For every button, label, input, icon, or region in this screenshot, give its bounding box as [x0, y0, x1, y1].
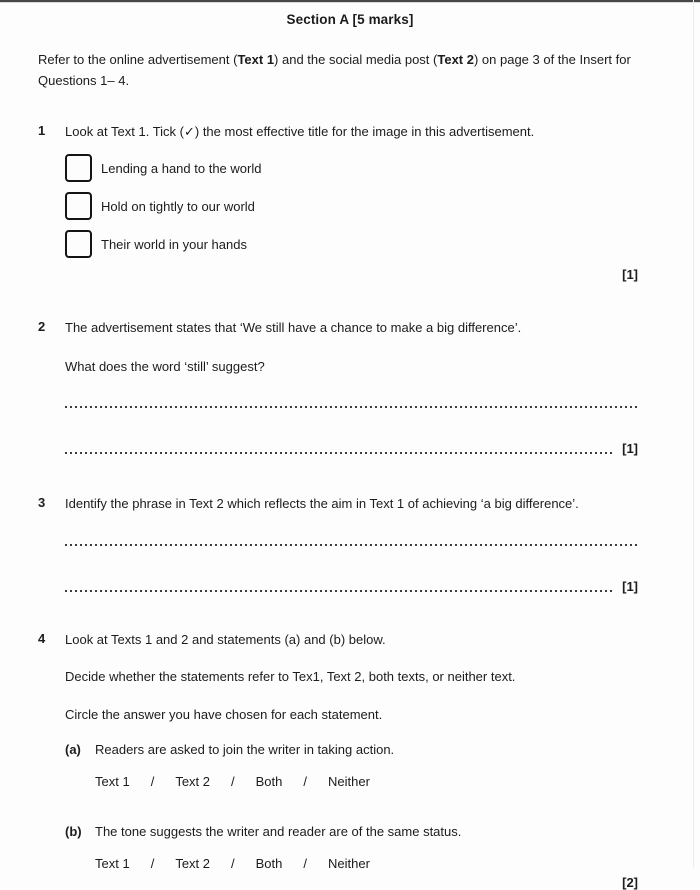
- choice-both[interactable]: Both: [255, 774, 283, 790]
- statement-a-label: (a): [65, 742, 81, 758]
- question-4: [38, 631, 638, 890]
- choice-separator: /: [303, 856, 307, 872]
- choice-neither[interactable]: Neither: [328, 856, 370, 872]
- choice-separator: /: [150, 856, 155, 872]
- question-3-number: 3: [38, 495, 46, 511]
- answer-line[interactable]: [65, 406, 638, 408]
- choice-text2[interactable]: Text 2: [175, 774, 210, 790]
- statement-a: [65, 742, 638, 757]
- answer-line[interactable]: [65, 544, 638, 546]
- intro-part2: ) and the social media post (: [274, 52, 438, 67]
- option-row: [65, 191, 638, 221]
- question-4-marks: [2]: [622, 875, 638, 890]
- question-4-text-line3: Circle the answer you have chosen for each statement.: [65, 706, 383, 722]
- statement-b: [65, 824, 638, 839]
- checkbox-option-1[interactable]: [65, 154, 92, 182]
- option-row: [65, 153, 638, 183]
- question-3: [38, 495, 638, 594]
- statement-a-choices: [95, 774, 638, 789]
- choice-both[interactable]: Both: [255, 856, 283, 872]
- option-row: [65, 229, 638, 259]
- exam-page: [0, 3, 700, 890]
- answer-line[interactable]: [65, 452, 615, 454]
- choice-separator: /: [303, 774, 307, 790]
- intro-text1-ref: Text 1: [237, 52, 275, 67]
- choice-separator: /: [150, 774, 155, 790]
- option-2-label: Hold on tightly to our world: [101, 198, 255, 214]
- choice-separator: /: [231, 856, 235, 872]
- question-1: [38, 123, 638, 283]
- intro-part1: Refer to the online advertisement (: [38, 52, 238, 67]
- question-1-text: Look at Text 1. Tick (✓) the most effective title for the image in this advertisement.: [65, 123, 535, 139]
- question-2-marks: [1]: [622, 441, 638, 457]
- choice-text1[interactable]: Text 1: [95, 774, 130, 790]
- question-2: [38, 319, 638, 456]
- option-1-label: Lending a hand to the world: [101, 160, 262, 176]
- question-2-text-line1: The advertisement states that ‘We still have a chance to make a big difference’.: [65, 320, 522, 336]
- question-3-marks: [1]: [622, 578, 638, 594]
- intro-paragraph: [38, 50, 638, 92]
- choice-separator: /: [231, 774, 235, 790]
- question-2-text-line2: What does the word ‘still’ suggest?: [65, 358, 265, 374]
- statement-b-choices: [95, 856, 638, 871]
- statement-b-label: (b): [65, 824, 82, 840]
- question-4-text-line1: Look at Texts 1 and 2 and statements (a) and (b) below.: [65, 631, 386, 647]
- question-1-options: [65, 153, 638, 259]
- choice-text2[interactable]: Text 2: [175, 856, 210, 872]
- answer-line-row: [65, 406, 638, 410]
- answer-line-row: [65, 441, 638, 456]
- answer-line-row: [65, 579, 638, 594]
- option-3-label: Their world in your hands: [101, 236, 247, 252]
- section-title: Section A [5 marks]: [286, 12, 414, 27]
- statement-a-text: Readers are asked to join the writer in taking action.: [95, 742, 395, 758]
- intro-part3: ) on page 3 of the Insert for Questions 1– 4.: [38, 52, 631, 88]
- question-1-number: 1: [38, 122, 46, 138]
- checkbox-option-2[interactable]: [65, 192, 92, 220]
- question-4-number: 4: [38, 630, 46, 646]
- question-2-number: 2: [38, 319, 46, 335]
- statement-b-text: The tone suggests the writer and reader are of the same status.: [95, 824, 462, 840]
- answer-line[interactable]: [65, 590, 615, 592]
- choice-neither[interactable]: Neither: [328, 774, 370, 790]
- intro-text2-ref: Text 2: [437, 52, 474, 67]
- checkbox-option-3[interactable]: [65, 230, 92, 258]
- question-1-marks: [1]: [622, 267, 638, 283]
- page-right-edge-line: [693, 0, 694, 868]
- answer-line-row: [65, 544, 638, 548]
- question-3-text: Identify the phrase in Text 2 which reflects the aim in Text 1 of achieving ‘a big difference’.: [65, 496, 579, 512]
- question-4-text-line2: Decide whether the statements refer to Tex1, Text 2, both texts, or neither text.: [65, 669, 516, 685]
- choice-text1[interactable]: Text 1: [95, 856, 130, 872]
